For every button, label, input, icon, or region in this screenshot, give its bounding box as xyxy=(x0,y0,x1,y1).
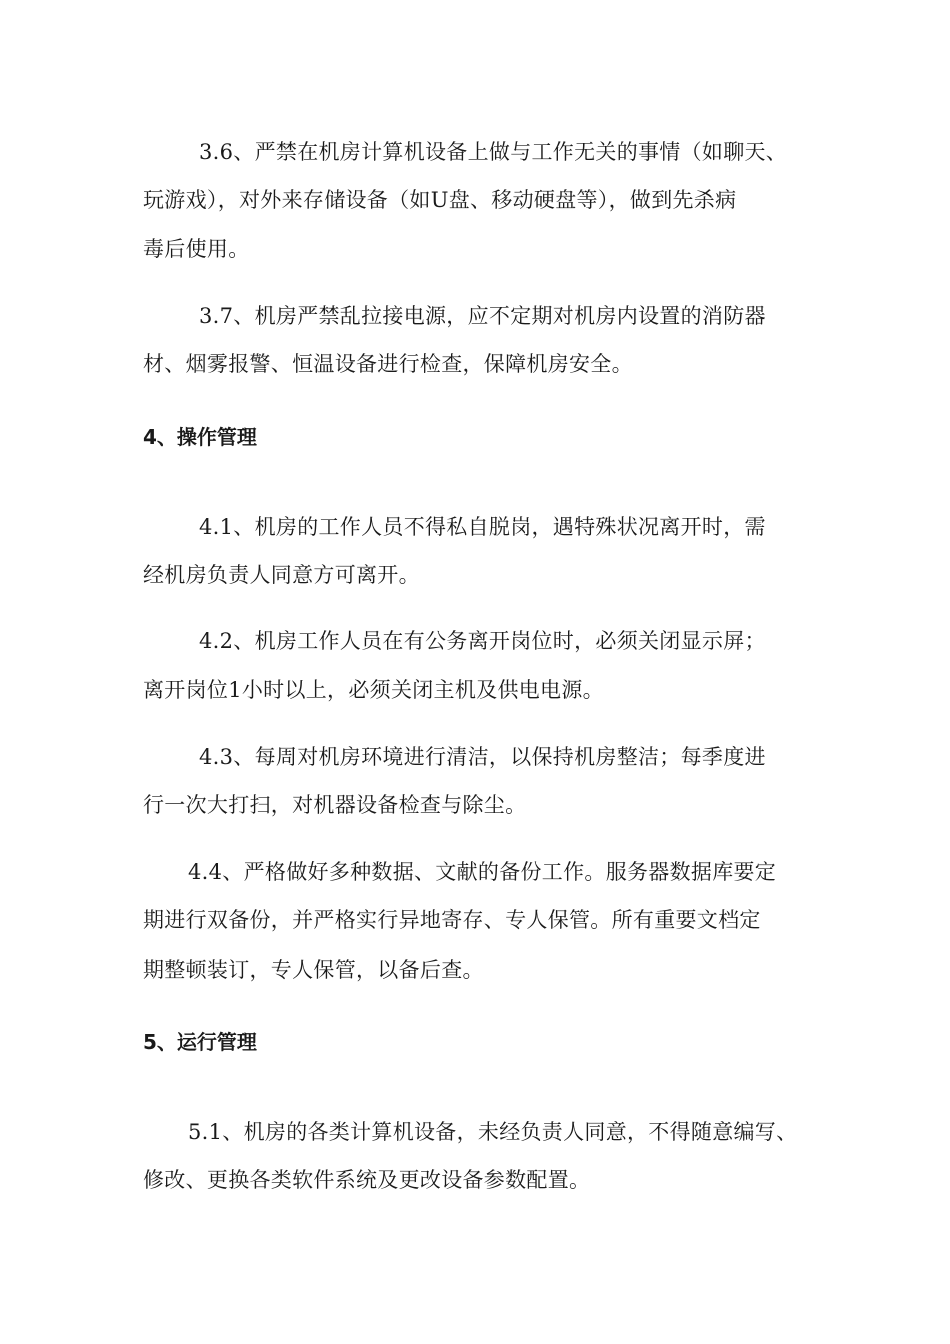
paragraph-4-2-line-1: 4.2、机房工作人员在有公务离开岗位时，必须关闭显示屏； xyxy=(199,629,766,653)
paragraph-4-3-line-2: 行一次大打扫，对机器设备检查与除尘。 xyxy=(143,793,527,817)
paragraph-3-6-line-1: 3.6、严禁在机房计算机设备上做与工作无关的事情（如聊天、 xyxy=(199,140,788,164)
paragraph-3-6-line-2: 玩游戏），对外来存储设备（如U盘、移动硬盘等），做到先杀病 xyxy=(143,188,737,212)
paragraph-4-4-line-1: 4.4、严格做好多种数据、文献的备份工作。服务器数据库要定 xyxy=(188,860,777,884)
paragraph-4-4-line-3: 期整顿装订，专人保管，以备后查。 xyxy=(143,958,484,982)
paragraph-5-1-line-1: 5.1、机房的各类计算机设备，未经负责人同意，不得随意编写、 xyxy=(188,1120,798,1144)
paragraph-5-1-line-2: 修改、更换各类软件系统及更改设备参数配置。 xyxy=(143,1168,591,1192)
section-5-heading: 5、运行管理 xyxy=(143,1030,257,1054)
paragraph-4-1-line-1: 4.1、机房的工作人员不得私自脱岗，遇特殊状况离开时，需 xyxy=(199,515,766,539)
paragraph-3-6-line-3: 毒后使用。 xyxy=(143,237,250,261)
paragraph-4-1-line-2: 经机房负责人同意方可离开。 xyxy=(143,563,420,587)
paragraph-3-7-line-1: 3.7、机房严禁乱拉接电源，应不定期对机房内设置的消防器 xyxy=(199,304,766,328)
paragraph-4-4-line-2: 期进行双备份，并严格实行异地寄存、专人保管。所有重要文档定 xyxy=(143,908,761,932)
paragraph-3-7-line-2: 材、烟雾报警、恒温设备进行检查，保障机房安全。 xyxy=(143,352,633,376)
paragraph-4-2-line-2: 离开岗位1小时以上，必须关闭主机及供电电源。 xyxy=(143,678,604,702)
section-4-heading: 4、操作管理 xyxy=(143,425,257,449)
paragraph-4-3-line-1: 4.3、每周对机房环境进行清洁，以保持机房整洁；每季度进 xyxy=(199,745,766,769)
